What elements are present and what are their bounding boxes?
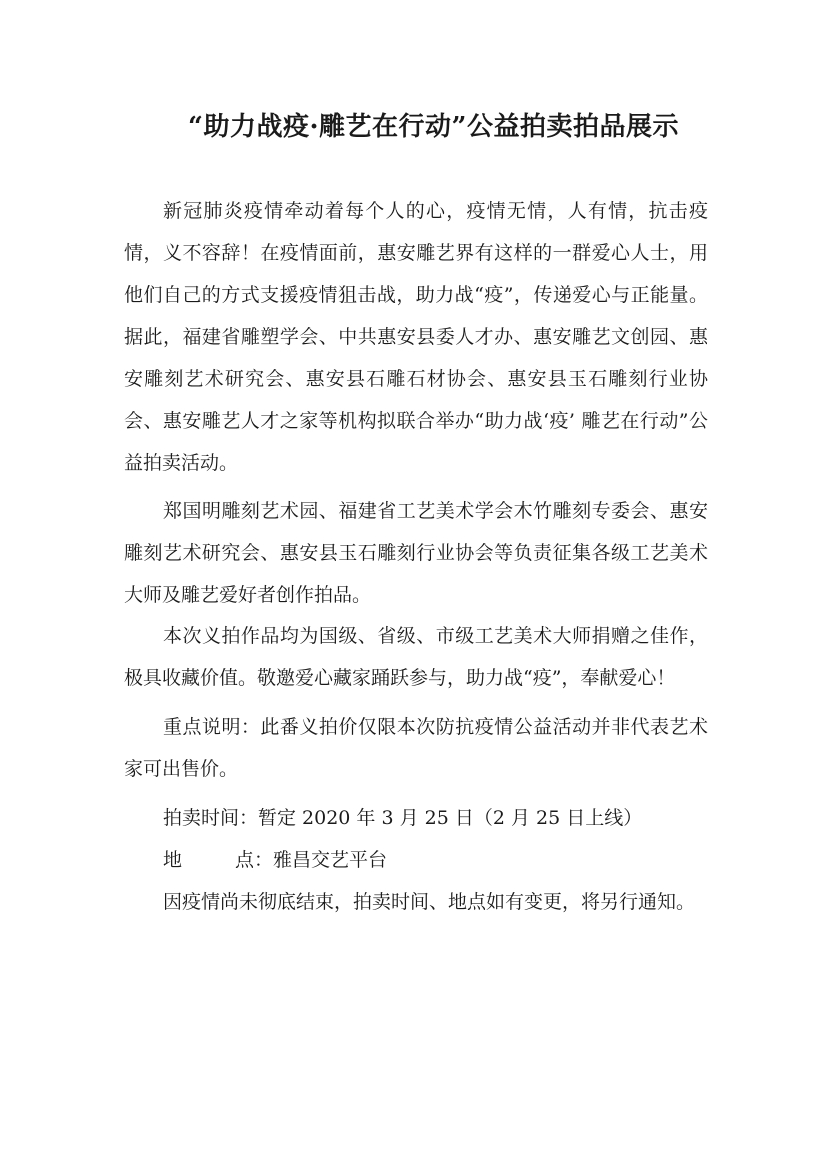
paragraph-intro: 新冠肺炎疫情牵动着每个人的心，疫情无情，人有情，抗击疫情，义不容辞！在疫情面前，惠安雕艺界有这样的一群爱心人士，用他们自己的方式支援疫情狙击战，助力战“疫”，传递爱心与正能量。据此，福建省雕塑学会、中共惠安县委人才办、惠安雕艺文创园、惠安雕刻艺术研究会、惠安县石雕石材协会、惠安县玉石雕刻行业协会、惠安雕艺人才之家等机构拟联合举办“助力战‘疫’ 雕艺在行动”公益拍卖活动。: [124, 200, 708, 474]
paragraph-organizers: 郑国明雕刻艺术园、福建省工艺美术学会木竹雕刻专委会、惠安雕刻艺术研究会、惠安县玉石雕刻行业协会等负责征集各级工艺美术大师及雕艺爱好者创作拍品。: [124, 500, 708, 606]
change-notice: 因疫情尚未彻底结束，拍卖时间、地点如有变更，将另行通知。: [163, 891, 696, 913]
paragraph-note: 重点说明：此番义拍价仅限本次防抗疫情公益活动并非代表艺术家可出售价。: [124, 716, 708, 780]
venue-label-suffix: 点：: [235, 849, 274, 871]
venue-value: 雅昌交艺平台: [273, 849, 388, 871]
auction-venue: [163, 839, 387, 881]
page-title: “助力战疫·雕艺在行动”公益拍卖拍品展示: [188, 112, 679, 142]
auction-time: 拍卖时间：暂定 2020 年 3 月 25 日（2 月 25 日上线）: [163, 807, 643, 829]
paragraph-works: 本次义拍作品均为国级、省级、市级工艺美术大师捐赠之佳作，极具收藏价值。敬邀爱心藏家踊跃参与，助力战“疫”，奉献爱心！: [124, 625, 708, 689]
venue-label-char: 地: [163, 849, 183, 871]
